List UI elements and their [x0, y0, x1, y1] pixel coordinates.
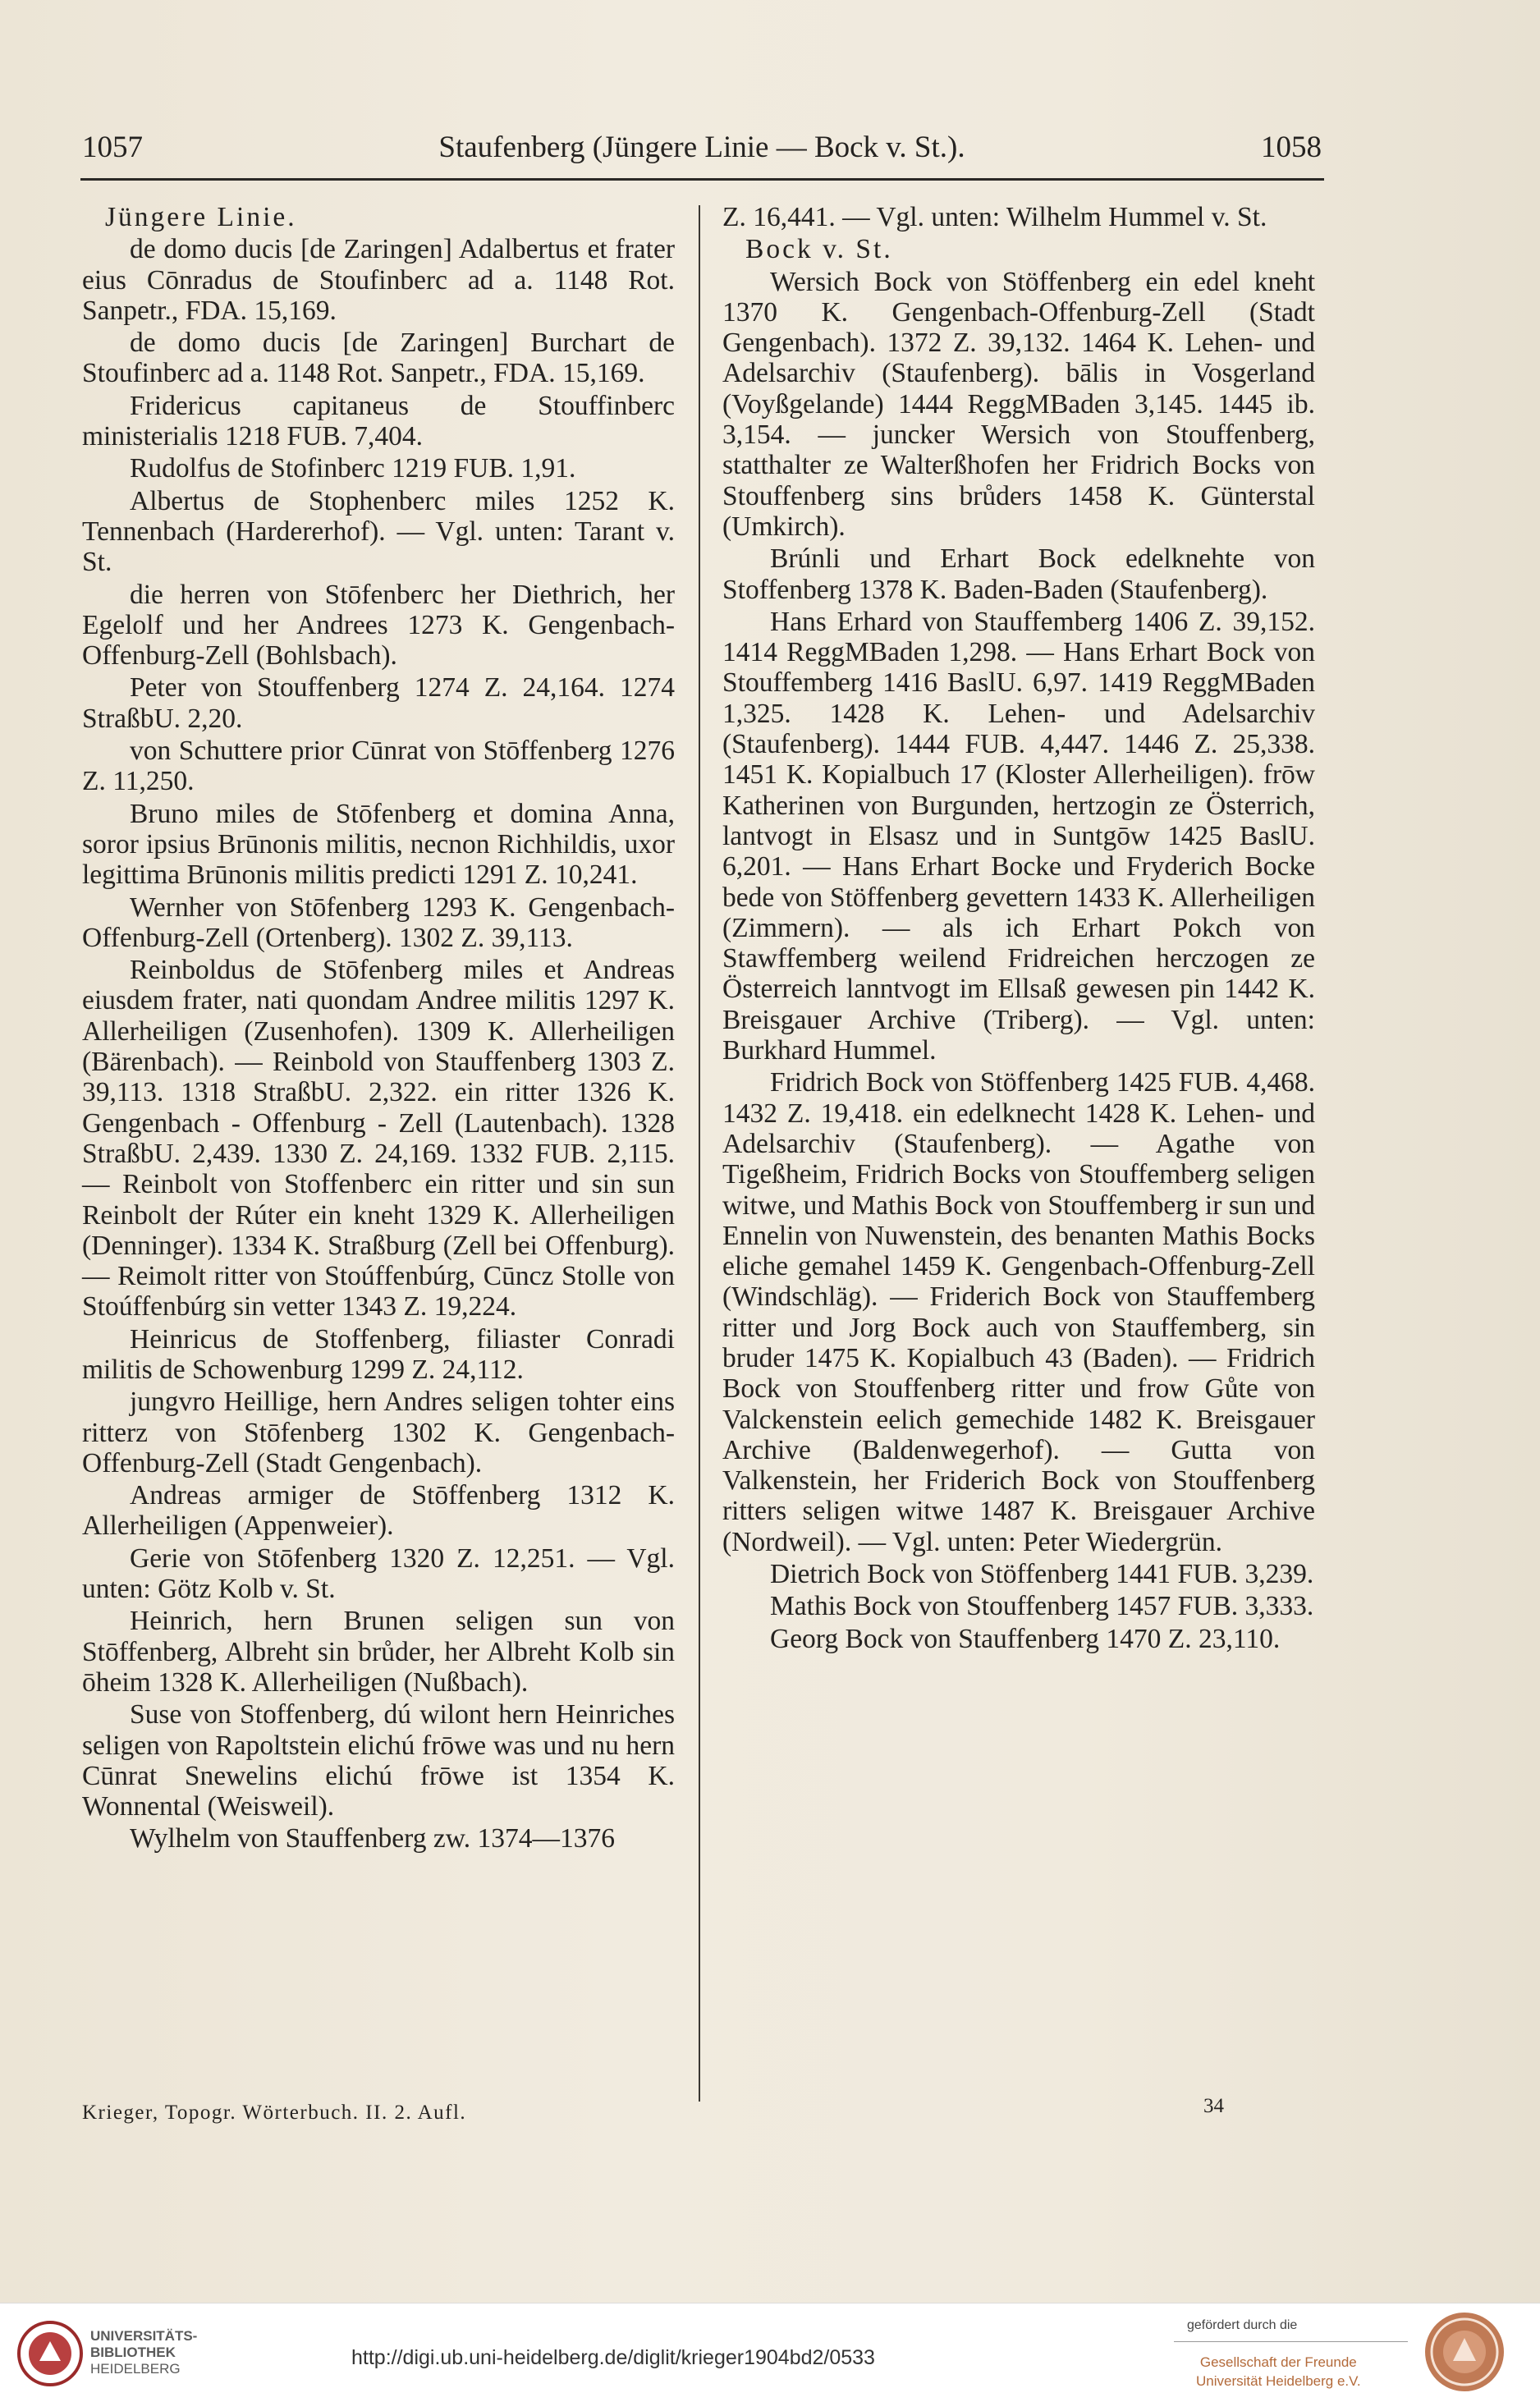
left-column: [82, 202, 675, 1856]
entry-paragraph: Peter von Stouffenberg 1274 Z. 24,164. 1274 StraßbU. 2,20.: [82, 672, 675, 734]
funded-by-label: gefördert durch die: [1187, 2318, 1298, 2332]
society-name: Gesellschaft der Freunde Universität Heidelberg e.V.: [1196, 2354, 1361, 2389]
library-name: UNIVERSITÄTS- BIBLIOTHEK HEIDELBERG: [90, 2328, 198, 2377]
entry-paragraph: jungvro Heillige, hern Andres seligen tohter eins ritterz von Stōfenberg 1302 K. Gengenbach-Offenburg-Zell (Stadt Gengenbach).: [82, 1387, 675, 1478]
entry-paragraph: Fridrich Bock von Stöffenberg 1425 FUB. 4,468. 1432 Z. 19,418. ein edelknecht 1428 K. Lehen- und Adelsarchiv (Staufenberg). — Agathe von Tigeßheim, Fridrich Bocks von Stouffemberg seligen witwe, und Mathis Bock von Stouffemberg ir sun und Ennelin von Nuwenstein, des benanten Mathis Bocks eliche gemahel 1459 K. Gengenbach-Offenburg-Zell (Windschläg). — Friderich Bock von Stauffemberg ritter und Jorg Bock auch von Stauffemberg, sin bruder 1475 K. Kopialbuch 43 (Baden). — Fridrich Bock von Stouffenberg ritter und frow Gůte von Valckenstein eelich gemechide 1482 K. Breisgauer Archive (Baldenwegerhof). — Gutta von Valkenstein, her Friderich Bock von Stouffenberg ritters seligen witwe 1487 K. Breisgauer Archive (Nordweil). — Vgl. unten: Peter Wiedergrün.: [722, 1067, 1315, 1557]
header-rule: [80, 178, 1324, 181]
entry-paragraph: Bruno miles de Stōfenberg et domina Anna, soror ipsius Brūnonis militis, necnon Richhildis, uxor legittima Brūnonis militis predicti 1291 Z. 10,241.: [82, 798, 675, 891]
section-heading: Jüngere Linie.: [105, 202, 297, 232]
university-library-seal-icon: [16, 2320, 84, 2387]
entry-paragraph: Fridericus capitaneus de Stouffinberc ministerialis 1218 FUB. 7,404.: [82, 390, 675, 452]
entry-paragraph: de domo ducis [de Zaringen] Burchart de Stoufinberc ad a. 1148 Rot. Sanpetr., FDA. 15,169.: [82, 328, 675, 389]
entry-paragraph: Dietrich Bock von Stöffenberg 1441 FUB. 3,239.: [770, 1559, 1314, 1590]
entry-paragraph: die herren von Stōfenberc her Diethrich, her Egelolf und her Andrees 1273 K. Gengenbach-Offenburg-Zell (Bohlsbach).: [82, 579, 675, 672]
permalink-url[interactable]: http://digi.ub.uni-heidelberg.de/diglit/krieger1904bd2/0533: [351, 2346, 875, 2369]
entry-paragraph: Mathis Bock von Stouffenberg 1457 FUB. 3,333.: [770, 1591, 1314, 1622]
entry-paragraph: Georg Bock von Stauffenberg 1470 Z. 23,110.: [770, 1623, 1281, 1654]
entry-paragraph: Albertus de Stophenberc miles 1252 K. Tennenbach (Hardererhof). — Vgl. unten: Tarant v. St.: [82, 485, 675, 578]
entry-paragraph: Heinricus de Stoffenberg, filiaster Conradi militis de Schowenburg 1299 Z. 24,112.: [82, 1323, 675, 1385]
entry-paragraph: Wersich Bock von Stöffenberg ein edel kneht 1370 K. Gengenbach-Offenburg-Zell (Stadt Gengenbach). 1372 Z. 39,132. 1464 K. Lehen- und Adelsarchiv (Staufenberg). bālis in Vosgerland (Voyßgelande) 1444 ReggMBaden 3,145. 1445 ib. 3,154. — juncker Wersich von Stouffenberg, statthalter ze Walterßhofen her Fridrich Bocks von Stouffenberg sins brůders 1458 K. Günterstal (Umkirch).: [722, 266, 1315, 542]
entry-paragraph: Rudolfus de Stofinberc 1219 FUB. 1,91.: [130, 453, 576, 484]
entry-paragraph: Wernher von Stōfenberg 1293 K. Gengenbach-Offenburg-Zell (Ortenberg). 1302 Z. 39,113.: [82, 892, 675, 953]
entry-paragraph: Andreas armiger de Stōffenberg 1312 K. Allerheiligen (Appenweier).: [82, 1480, 675, 1542]
page-number-right: 1058: [1261, 131, 1322, 164]
entry-paragraph: Suse von Stoffenberg, dú wilont hern Heinriches seligen von Rapoltstein elichú frōwe was und nu hern Cūnrat Snewelins elichú frōwe ist 1354 K. Wonnental (Weisweil).: [82, 1699, 675, 1822]
entry-paragraph: Z. 16,441. — Vgl. unten: Wilhelm Hummel v. St.: [722, 202, 1267, 232]
page-number-left: 1057: [82, 131, 143, 164]
divider: [1174, 2341, 1408, 2342]
entry-paragraph: Wylhelm von Stauffenberg zw. 1374—1376: [130, 1823, 615, 1854]
entry-paragraph: Gerie von Stōfenberg 1320 Z. 12,251. — Vgl. unten: Götz Kolb v. St.: [82, 1543, 675, 1605]
sheet-number: 34: [1203, 2095, 1224, 2117]
entry-paragraph: Brúnli und Erhart Bock edelknehte von Stoffenberg 1378 K. Baden-Baden (Staufenberg).: [722, 543, 1315, 605]
section-heading: Bock v. St.: [745, 234, 893, 265]
entry-paragraph: Hans Erhard von Stauffemberg 1406 Z. 39,152. 1414 ReggMBaden 1,298. — Hans Erhart Bock von Stouffemberg 1416 BaslU. 6,97. 1419 ReggMBaden 1,325. 1428 K. Lehen- und Adelsarchiv (Staufenberg). 1444 FUB. 4,447. 1446 Z. 25,338. 1451 K. Kopialbuch 17 (Kloster Allerheiligen). frōw Katherinen von Burgunden, hertzogin ze Österrich, lantvogt in Elsasz und in Suntgōw 1425 BaslU. 6,201. — Hans Erhart Bocke und Fryderich Bocke bede von Stöffenberg gevettern 1433 K. Allerheiligen (Zimmern). — als ich Erhart Pokch von Stawffemberg weilend Fridreichen herczogen ze Österreich lanntvogt im Ellsaß gewesen pin 1442 K. Breisgauer Archive (Triberg). — Vgl. unten: Burkhard Hummel.: [722, 606, 1315, 1066]
digitization-banner: [0, 2303, 1540, 2402]
society-seal-icon: [1423, 2310, 1506, 2394]
signature-line: Krieger, Topogr. Wörterbuch. II. 2. Aufl.: [82, 2102, 467, 2124]
entry-paragraph: de domo ducis [de Zaringen] Adalbertus et frater eius Cōnradus de Stoufinberc ad a. 1148 Rot. Sanpetr., FDA. 15,169.: [82, 234, 675, 326]
column-divider: [699, 205, 700, 2102]
entry-paragraph: Reinboldus de Stōfenberg miles et Andreas eiusdem frater, nati quondam Andree militis 1297 K. Allerheiligen (Zusenhofen). 1309 K. Allerheiligen (Bärenbach). — Reinbold von Stauffenberg 1303 Z. 39,113. 1318 StraßbU. 2,322. ein ritter 1326 K. Gengenbach - Offenburg - Zell (Lautenbach). 1328 StraßbU. 2,439. 1330 Z. 24,169. 1332 FUB. 2,115. — Reinbolt von Stoffenberc ein ritter und sin sun Reinbolt der Rúter ein kneht 1329 K. Allerheiligen (Denninger). 1334 K. Straßburg (Zell bei Offenburg). — Reimolt ritter von Stoúffenbúrg, Cūncz Stolle von Stoúffenbúrg sin vetter 1343 Z. 19,224.: [82, 955, 675, 1322]
running-title: Staufenberg (Jüngere Linie — Bock v. St.).: [438, 131, 965, 164]
entry-paragraph: von Schuttere prior Cūnrat von Stōffenberg 1276 Z. 11,250.: [82, 736, 675, 797]
entry-paragraph: Heinrich, hern Brunen seligen sun von Stōffenberg, Albreht sin brůder, her Albreht Kolb sin ōheim 1328 K. Allerheiligen (Nußbach).: [82, 1606, 675, 1698]
right-column: [722, 202, 1315, 1656]
